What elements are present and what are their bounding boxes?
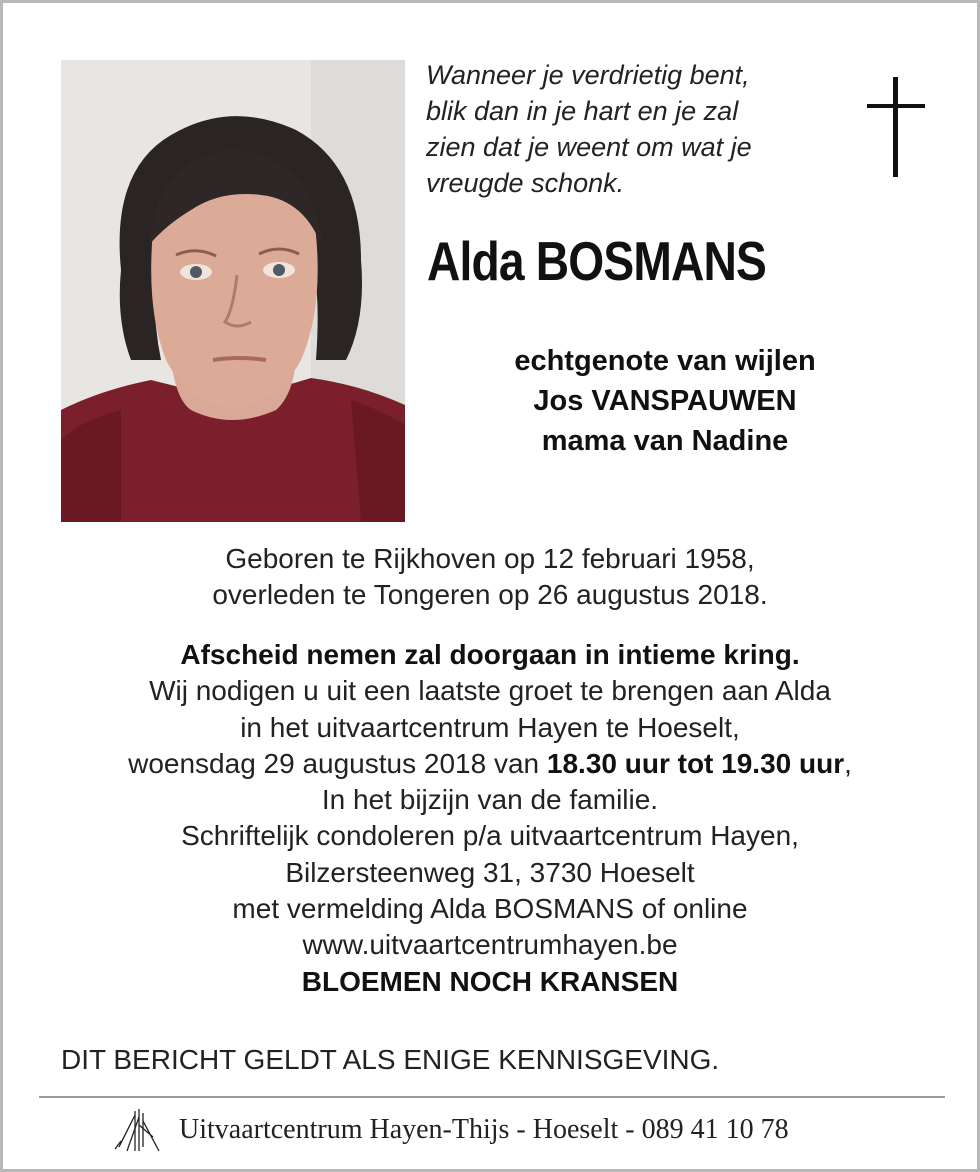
poem-line: blik dan in je hart en je zal [426,96,739,126]
poem [426,57,846,201]
ceremony-line: In het bijzijn van de familie. [321,784,659,816]
ceremony-date-line [43,746,937,782]
website-link[interactable]: www.uitvaartcentrumhayen.be [302,929,678,961]
ceremony-heading: Afscheid nemen zal doorgaan in intieme kring. [180,639,800,670]
relation-line: Jos VANSPAUWEN [533,385,797,417]
notice-text: DIT BERICHT GELDT ALS ENIGE KENNISGEVING. [61,1044,720,1075]
poem-line: zien dat je weent om wat je [426,132,752,162]
ceremony-line: met vermelding Alda BOSMANS of online [232,893,748,925]
poem-line: Wanneer je verdrietig bent, [426,60,750,90]
footer-text: Uitvaartcentrum Hayen-Thijs - Hoeselt - 089 41 10 78 [179,1114,789,1145]
ceremony-date-suffix: , [844,747,852,779]
relation-line: echtgenote van wijlen [514,345,816,377]
footer [113,1105,789,1155]
death-line: overleden te Tongeren op 26 augustus 2018. [212,579,768,610]
poem-line: vreugde schonk. [426,168,625,198]
birth-death-info [43,541,937,613]
deceased-name: Alda BOSMANS [427,230,767,292]
cross-icon [865,77,927,177]
portrait-photo [61,60,405,522]
relations [461,341,869,461]
ceremony-details [43,637,937,1000]
ceremony-line: Wij nodigen u uit een laatste groet te brengen aan Alda [149,675,831,707]
portrait-illustration [61,60,405,522]
relation-line: mama van Nadine [541,425,789,457]
birth-line: Geboren te Rijkhoven op 12 februari 1958, [225,543,755,574]
ceremony-line: in het uitvaartcentrum Hayen te Hoeselt, [240,711,740,743]
ceremony-line: Bilzersteenweg 31, 3730 Hoeselt [285,856,695,888]
footer-divider [39,1096,945,1098]
funeral-home-logo-icon [113,1107,165,1153]
ceremony-date: woensdag 29 augustus 2018 van [128,747,547,779]
ceremony-time: 18.30 uur tot 19.30 uur [546,747,845,779]
ceremony-line: Schriftelijk condoleren p/a uitvaartcentrum Hayen, [181,820,799,852]
flowers-notice: BLOEMEN NOCH KRANSEN [301,965,679,997]
